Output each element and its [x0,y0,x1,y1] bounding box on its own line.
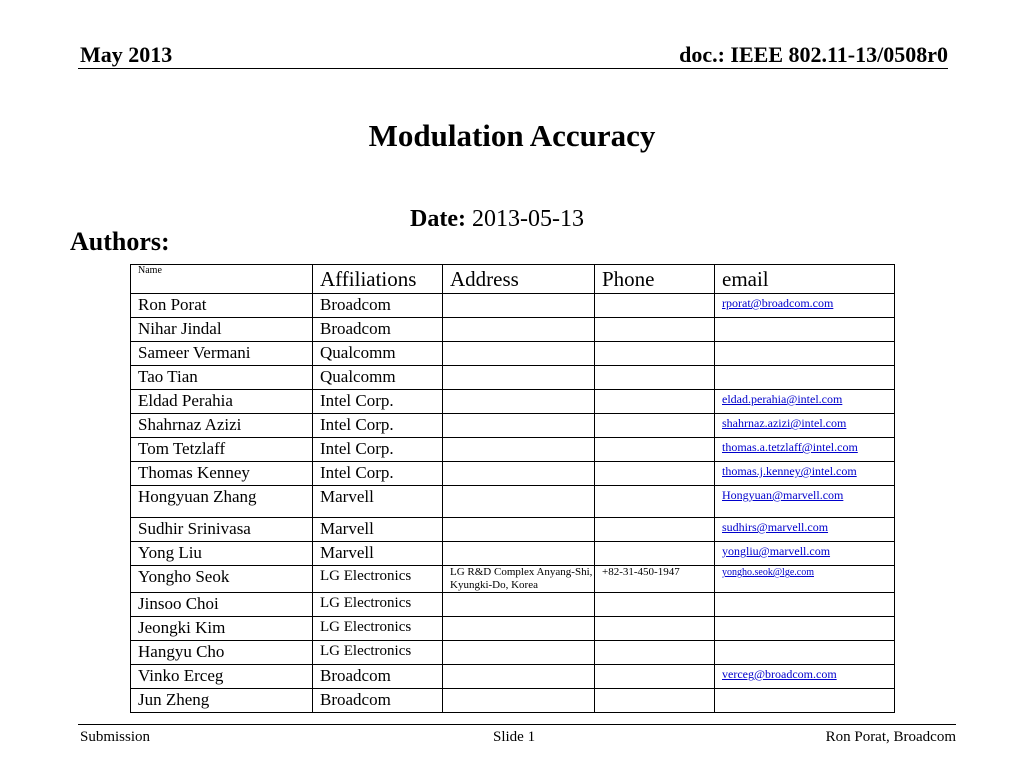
table-row [131,518,895,542]
cell-affiliation: Broadcom [313,665,443,689]
cell-phone [595,593,715,617]
column-header-email: email [715,265,895,294]
cell-name: Shahrnaz Azizi [131,414,313,438]
cell-name: Hongyuan Zhang [131,486,313,518]
cell-phone [595,318,715,342]
authors-heading: Authors: [70,227,170,256]
cell-address: LG R&D Complex Anyang-Shi, Kyungki-Do, Korea [443,566,595,593]
slide-title: Modulation Accuracy [368,118,656,153]
cell-phone: +82-31-450-1947 [595,566,715,593]
cell-email [715,617,895,641]
cell-email[interactable]: yongho.seok@lge.com [715,566,895,593]
cell-phone [595,438,715,462]
cell-affiliation: Broadcom [313,689,443,713]
authors-table [130,264,895,713]
header-doc-id: doc.: IEEE 802.11-13/0508r0 [679,42,948,67]
cell-email [715,593,895,617]
header-divider [78,68,948,69]
cell-address [443,414,595,438]
cell-affiliation: Intel Corp. [313,414,443,438]
cell-phone [595,342,715,366]
cell-name: Jinsoo Choi [131,593,313,617]
cell-name: Tao Tian [131,366,313,390]
cell-email [715,689,895,713]
cell-address [443,390,595,414]
column-header-affiliations: Affiliations [313,265,443,294]
cell-name: Thomas Kenney [131,462,313,486]
cell-email [715,342,895,366]
cell-phone [595,390,715,414]
table-row [131,641,895,665]
cell-name: Nihar Jindal [131,318,313,342]
date-value: 2013-05-13 [471,206,584,232]
cell-affiliation: Intel Corp. [313,462,443,486]
header-date: May 2013 [80,42,173,67]
cell-email[interactable]: verceg@broadcom.com [715,665,895,689]
cell-name: Ron Porat [131,294,313,318]
table-row [131,366,895,390]
cell-address [443,617,595,641]
cell-name: Tom Tetzlaff [131,438,313,462]
cell-affiliation: Marvell [313,486,443,518]
footer-author: Ron Porat, Broadcom [825,729,956,745]
cell-address [443,366,595,390]
cell-phone [595,366,715,390]
cell-name: Jeongki Kim [131,617,313,641]
cell-name: Jun Zheng [131,689,313,713]
cell-address [443,438,595,462]
cell-affiliation: LG Electronics [313,566,443,593]
cell-address [443,641,595,665]
cell-email[interactable]: yongliu@marvell.com [715,542,895,566]
cell-phone [595,462,715,486]
cell-email[interactable]: rporat@broadcom.com [715,294,895,318]
cell-affiliation: Marvell [313,542,443,566]
cell-name: Sameer Vermani [131,342,313,366]
cell-affiliation: LG Electronics [313,593,443,617]
cell-affiliation: Broadcom [313,318,443,342]
column-header-address: Address [443,265,595,294]
cell-address [443,542,595,566]
table-row [131,566,895,593]
cell-phone [595,294,715,318]
table-row [131,665,895,689]
cell-email[interactable]: thomas.a.tetzlaff@intel.com [715,438,895,462]
cell-affiliation: Qualcomm [313,366,443,390]
cell-phone [595,641,715,665]
cell-email[interactable]: sudhirs@marvell.com [715,518,895,542]
table-row [131,318,895,342]
cell-name: Hangyu Cho [131,641,313,665]
cell-address [443,486,595,518]
footer-submission: Submission [80,729,151,745]
cell-name: Yong Liu [131,542,313,566]
cell-address [443,518,595,542]
table-row [131,414,895,438]
table-row [131,689,895,713]
cell-affiliation: Intel Corp. [313,390,443,414]
footer-slide-number: Slide 1 [493,729,536,745]
cell-email [715,318,895,342]
cell-affiliation: Broadcom [313,294,443,318]
table-row [131,617,895,641]
cell-phone [595,689,715,713]
cell-name: Vinko Erceg [131,665,313,689]
authors-table-body [131,294,895,713]
cell-address [443,665,595,689]
cell-phone [595,518,715,542]
cell-affiliation: Marvell [313,518,443,542]
footer-divider [78,724,956,725]
cell-address [443,462,595,486]
cell-phone [595,617,715,641]
column-header-name: Name [131,265,313,294]
cell-email[interactable]: eldad.perahia@intel.com [715,390,895,414]
cell-affiliation: Qualcomm [313,342,443,366]
cell-phone [595,542,715,566]
cell-name: Sudhir Srinivasa [131,518,313,542]
cell-name: Yongho Seok [131,566,313,593]
table-row [131,438,895,462]
table-row [131,390,895,414]
table-row [131,462,895,486]
cell-address [443,689,595,713]
table-row [131,486,895,518]
date-line [410,206,584,233]
cell-email [715,366,895,390]
cell-email[interactable]: shahrnaz.azizi@intel.com [715,414,895,438]
cell-email[interactable]: Hongyuan@marvell.com [715,486,895,518]
cell-phone [595,665,715,689]
table-row [131,342,895,366]
cell-address [443,294,595,318]
cell-address [443,342,595,366]
cell-email [715,641,895,665]
table-row [131,542,895,566]
cell-affiliation: Intel Corp. [313,438,443,462]
cell-name: Eldad Perahia [131,390,313,414]
cell-affiliation: LG Electronics [313,641,443,665]
cell-phone [595,414,715,438]
cell-address [443,318,595,342]
table-row [131,593,895,617]
cell-phone [595,486,715,518]
cell-address [443,593,595,617]
cell-email[interactable]: thomas.j.kenney@intel.com [715,462,895,486]
table-row [131,294,895,318]
cell-affiliation: LG Electronics [313,617,443,641]
date-label: Date: [410,206,466,232]
column-header-phone: Phone [595,265,715,294]
